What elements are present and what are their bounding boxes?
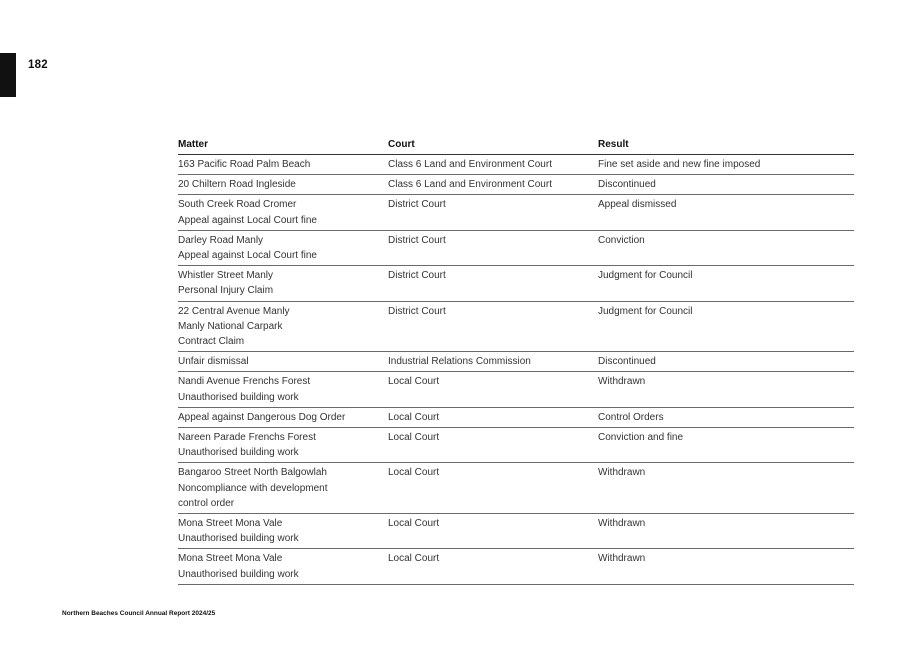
result-cell: Conviction [598, 230, 854, 265]
table-row [178, 463, 854, 514]
court-cell: Industrial Relations Commission [388, 352, 598, 372]
result-cell: Judgment for Council [598, 266, 854, 301]
matter-line: Contract Claim [178, 336, 245, 348]
court-cell: District Court [388, 266, 598, 301]
matter-line: Whistler Street Manly [178, 270, 274, 282]
table-row [178, 407, 854, 427]
table-header-row [178, 136, 854, 155]
matter-line: control order [178, 497, 235, 509]
matter-line: Personal Injury Claim [178, 285, 274, 297]
court-cell: Class 6 Land and Environment Court [388, 155, 598, 175]
matter-line: Unauthorised building work [178, 568, 299, 580]
court-cell: Local Court [388, 463, 598, 514]
result-cell: Conviction and fine [598, 428, 854, 463]
result-cell: Withdrawn [598, 463, 854, 514]
table-row [178, 266, 854, 301]
court-cell: Local Court [388, 428, 598, 463]
result-cell: Discontinued [598, 352, 854, 372]
court-cell: District Court [388, 301, 598, 352]
matter-line: Darley Road Manly [178, 234, 264, 246]
matter-line: Bangaroo Street North Balgowlah [178, 467, 327, 479]
matter-line: Appeal against Local Court fine [178, 250, 317, 262]
matter-cell [178, 301, 388, 352]
court-cell: Local Court [388, 514, 598, 549]
table-row [178, 230, 854, 265]
matter-line: Unauthorised building work [178, 447, 299, 459]
matter-line: South Creek Road Cromer [178, 199, 297, 211]
matter-cell [178, 195, 388, 230]
result-cell: Discontinued [598, 175, 854, 195]
matter-line: Mona Street Mona Vale [178, 553, 283, 565]
table-row [178, 549, 854, 584]
matter-line: Appeal against Local Court fine [178, 214, 317, 226]
matter-line: Unauthorised building work [178, 533, 299, 545]
court-cell: District Court [388, 230, 598, 265]
court-cell: Class 6 Land and Environment Court [388, 175, 598, 195]
matter-line: Nandi Avenue Frenchs Forest [178, 376, 311, 388]
matter-cell [178, 230, 388, 265]
matter-cell [178, 407, 388, 427]
table-row [178, 195, 854, 230]
matter-cell [178, 549, 388, 584]
table-row [178, 514, 854, 549]
matter-line: Mona Street Mona Vale [178, 518, 283, 530]
matter-cell [178, 155, 388, 175]
matter-line: Appeal against Dangerous Dog Order [178, 411, 346, 423]
page-edge-tab [0, 53, 16, 97]
result-cell: Withdrawn [598, 549, 854, 584]
table-row [178, 301, 854, 352]
table-row [178, 155, 854, 175]
header-matter: Matter [178, 136, 388, 155]
matter-cell [178, 428, 388, 463]
matter-line: 163 Pacific Road Palm Beach [178, 159, 311, 170]
matter-cell [178, 175, 388, 195]
table-row [178, 175, 854, 195]
result-cell: Withdrawn [598, 372, 854, 407]
matter-line: 22 Central Avenue Manly [178, 305, 290, 317]
matter-cell [178, 372, 388, 407]
court-cell: Local Court [388, 407, 598, 427]
table-row [178, 428, 854, 463]
court-cell: Local Court [388, 549, 598, 584]
court-cell: Local Court [388, 372, 598, 407]
matter-cell [178, 463, 388, 514]
table-body [178, 155, 854, 585]
matter-cell [178, 266, 388, 301]
header-result: Result [598, 136, 854, 155]
matter-cell [178, 352, 388, 372]
legal-matters-table [178, 136, 854, 585]
table-row [178, 372, 854, 407]
matter-cell [178, 514, 388, 549]
matter-line: Unfair dismissal [178, 356, 249, 368]
matter-line: Unauthorised building work [178, 391, 299, 403]
result-cell: Fine set aside and new fine imposed [598, 155, 854, 175]
matter-line: Manly National Carpark [178, 320, 283, 332]
matter-line: Nareen Parade Frenchs Forest [178, 432, 316, 444]
page-number: 182 [28, 59, 48, 71]
matter-line: 20 Chiltern Road Ingleside [178, 179, 296, 191]
header-court: Court [388, 136, 598, 155]
result-cell: Appeal dismissed [598, 195, 854, 230]
result-cell: Control Orders [598, 407, 854, 427]
matter-line: Noncompliance with development [178, 482, 328, 494]
court-cell: District Court [388, 195, 598, 230]
result-cell: Withdrawn [598, 514, 854, 549]
table-row [178, 352, 854, 372]
result-cell: Judgment for Council [598, 301, 854, 352]
footer-report-title: Northern Beaches Council Annual Report 2024/25 [62, 610, 216, 617]
